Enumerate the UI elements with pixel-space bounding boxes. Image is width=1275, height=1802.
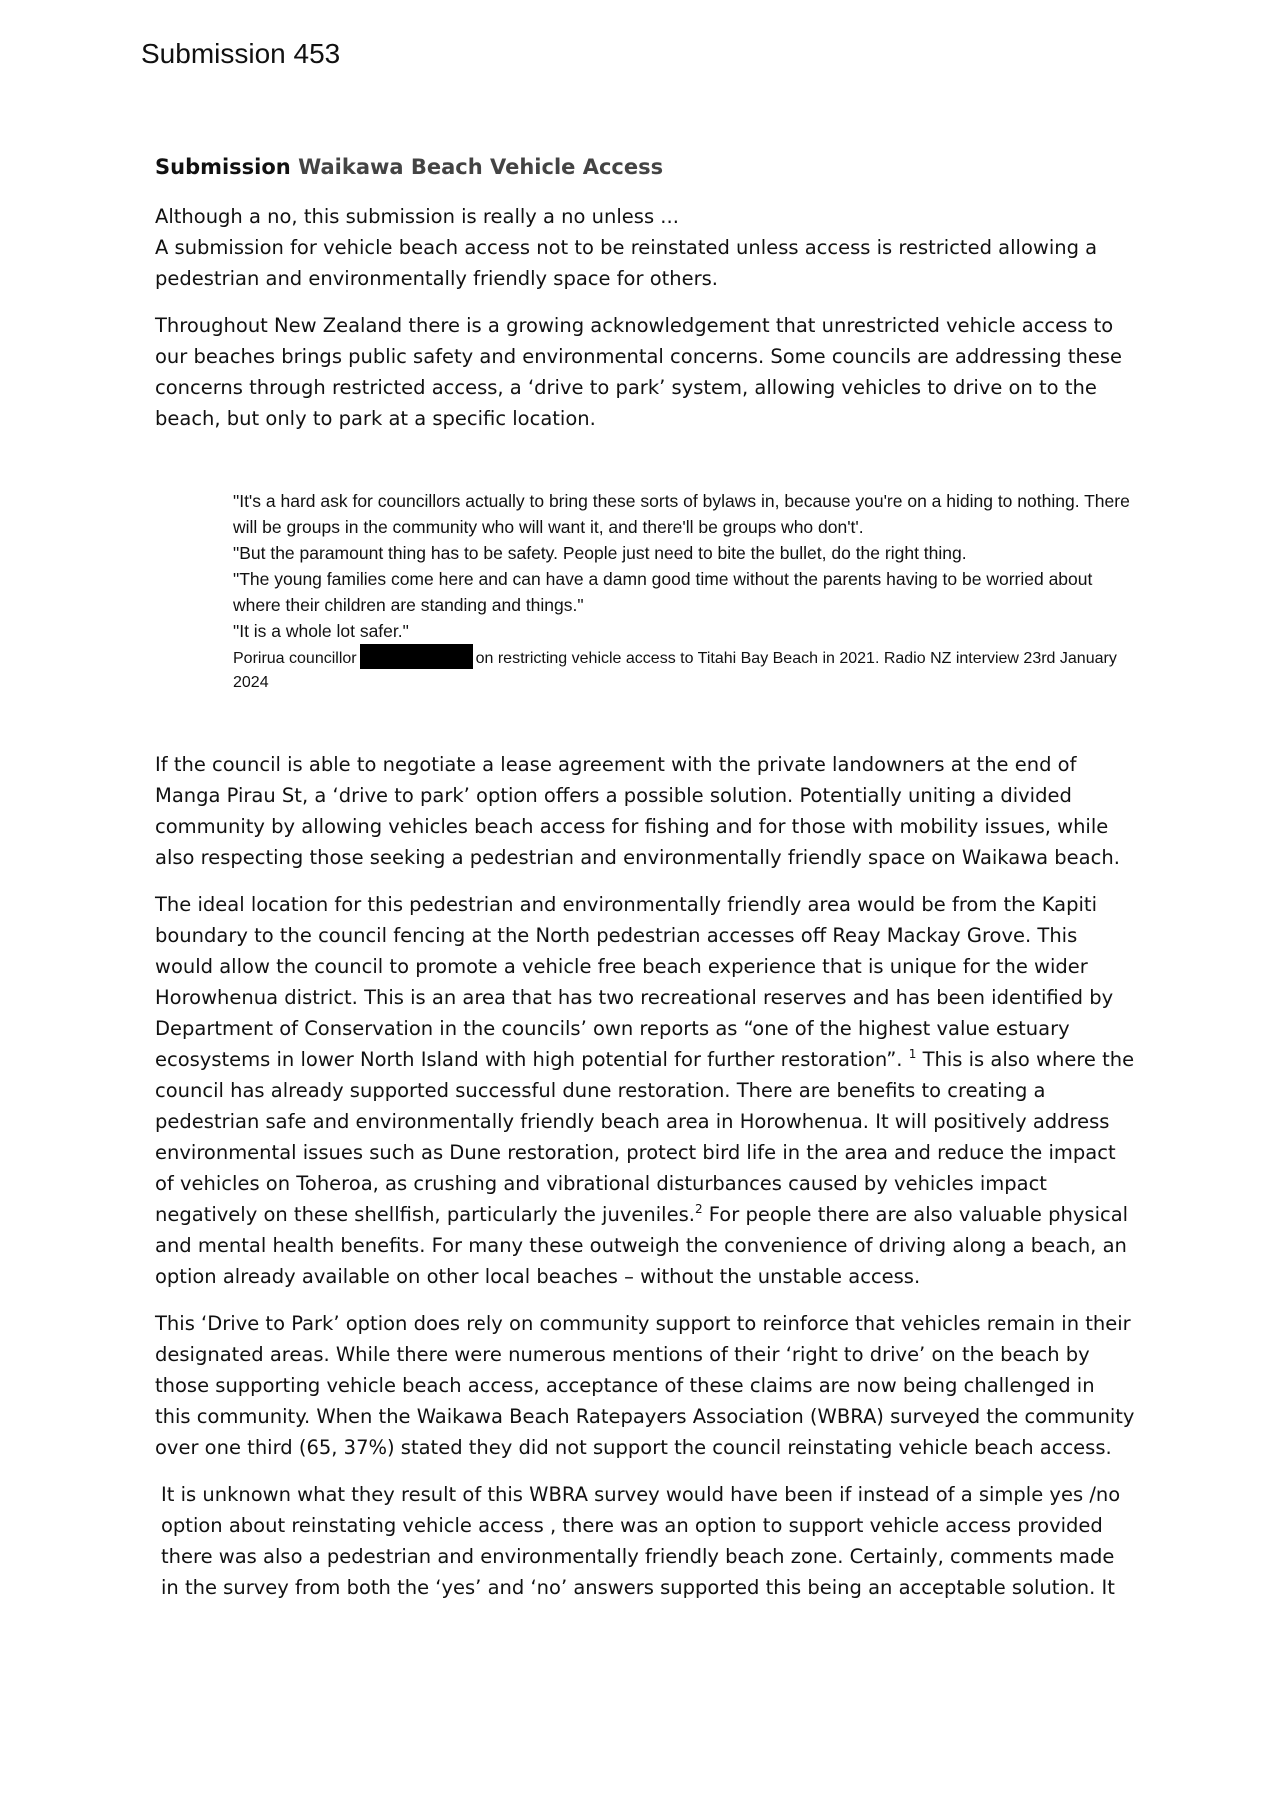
location-text-2: This is also where the council has already supported successful dune restoration. There are benefits to creating a pedestrian safe and environmentally friendly beach area in Horowhenua. It will positively address environmental issues such as Dune restoration, protect bird life in the area and reduce the impact of vehicles on Toheroa, as crushing and vibrational disturbances caused by vehicles impact negatively on these shellfish, particularly the juveniles. [155,1048,1135,1226]
footnote-ref-2: 2 [694,1202,703,1216]
location-paragraph [155,889,1135,1292]
title-subject: Waikawa Beach Vehicle Access [298,155,664,179]
submission-number-label: Submission 453 [141,38,341,69]
redaction-block [360,644,473,669]
quote-attribution [233,644,1133,695]
support-paragraph: This ‘Drive to Park’ option does rely on community support to reinforce that vehicles remain in their designated areas. While there were numerous mentions of their ‘right to drive’ on the beach by those supporting vehicle beach access, acceptance of these claims are now being challenged in this community. When the Waikawa Beach Ratepayers Association (WBRA) surveyed the community over one third (65, 37%) stated they did not support the council reinstating vehicle beach access. [155,1312,1135,1459]
context-paragraph: Throughout New Zealand there is a growing acknowledgement that unrestricted vehicle access to our beaches brings public safety and environmental concerns. Some councils are addressing these concerns through restricted access, a ‘drive to park’ system, allowing vehicles to drive on to the beach, but only to park at a specific location. [155,314,1122,430]
title-bold: Submission [155,155,291,179]
intro-line-1: Although a no, this submission is really a no unless ... [155,205,679,228]
survey-paragraph: It is unknown what they result of this WBRA survey would have been if instead of a simple yes /no option about reinstating vehicle access , there was an option to support vehicle access provided there was also a pedestrian and environmentally friendly beach zone. Certainly, comments made in the survey from both the ‘yes’ and ‘no’ answers supported this being an acceptable solution. It [161,1483,1121,1599]
location-text-3: For people there are also valuable physical and mental health benefits. For many these outweigh the convenience of driving along a beach, an option already available on other local beaches – without the unstable access. [155,1203,1129,1288]
location-text-1: The ideal location for this pedestrian and environmentally friendly area would be from the Kapiti boundary to the council fencing at the North pedestrian accesses off Reay Mackay Grove. This would allow the council to promote a vehicle free beach experience that is unique for the wider Horowhenua district. This is an area that has two recreational reserves and has been identified by Department of Conservation in the councils’ own reports as “one of the highest value estuary ecosystems in lower North Island with high potential for further restoration”. [155,893,1114,1071]
footnote-ref-1: 1 [908,1047,917,1061]
attribution-prefix: Porirua councillor [233,650,357,667]
submission-body [155,152,1135,1619]
document-title [155,152,1135,183]
intro-line-2: A submission for vehicle beach access not to be reinstated unless access is restricted allowing a pedestrian and environmentally friendly space for others. [155,236,1098,290]
intro-paragraph [155,201,1135,294]
quote-line: "The young families come here and can have a damn good time without the parents having to be worried about where their children are standing and things." [233,569,1093,615]
quote-line: "It's a hard ask for councillors actually to bring these sorts of bylaws in, because you're on a hiding to nothing. There will be groups in the community who will want it, and there'll be groups who don't'. [233,491,1130,537]
attribution-suffix: on restricting vehicle access to Titahi Bay Beach in 2021. Radio NZ interview 23rd January 2024 [233,650,1117,691]
quote-line: "But the paramount thing has to be safety. People just need to bite the bullet, do the right thing. [233,543,967,563]
lease-paragraph: If the council is able to negotiate a lease agreement with the private landowners at the end of Manga Pirau St, a ‘drive to park’ option offers a possible solution. Potentially uniting a divided community by allowing vehicles beach access for fishing and for those with mobility issues, while also respecting those seeking a pedestrian and environmentally friendly space on Waikawa beach. [155,753,1120,869]
councillor-quote [233,488,1133,695]
quote-line: "It is a whole lot safer." [233,621,409,641]
